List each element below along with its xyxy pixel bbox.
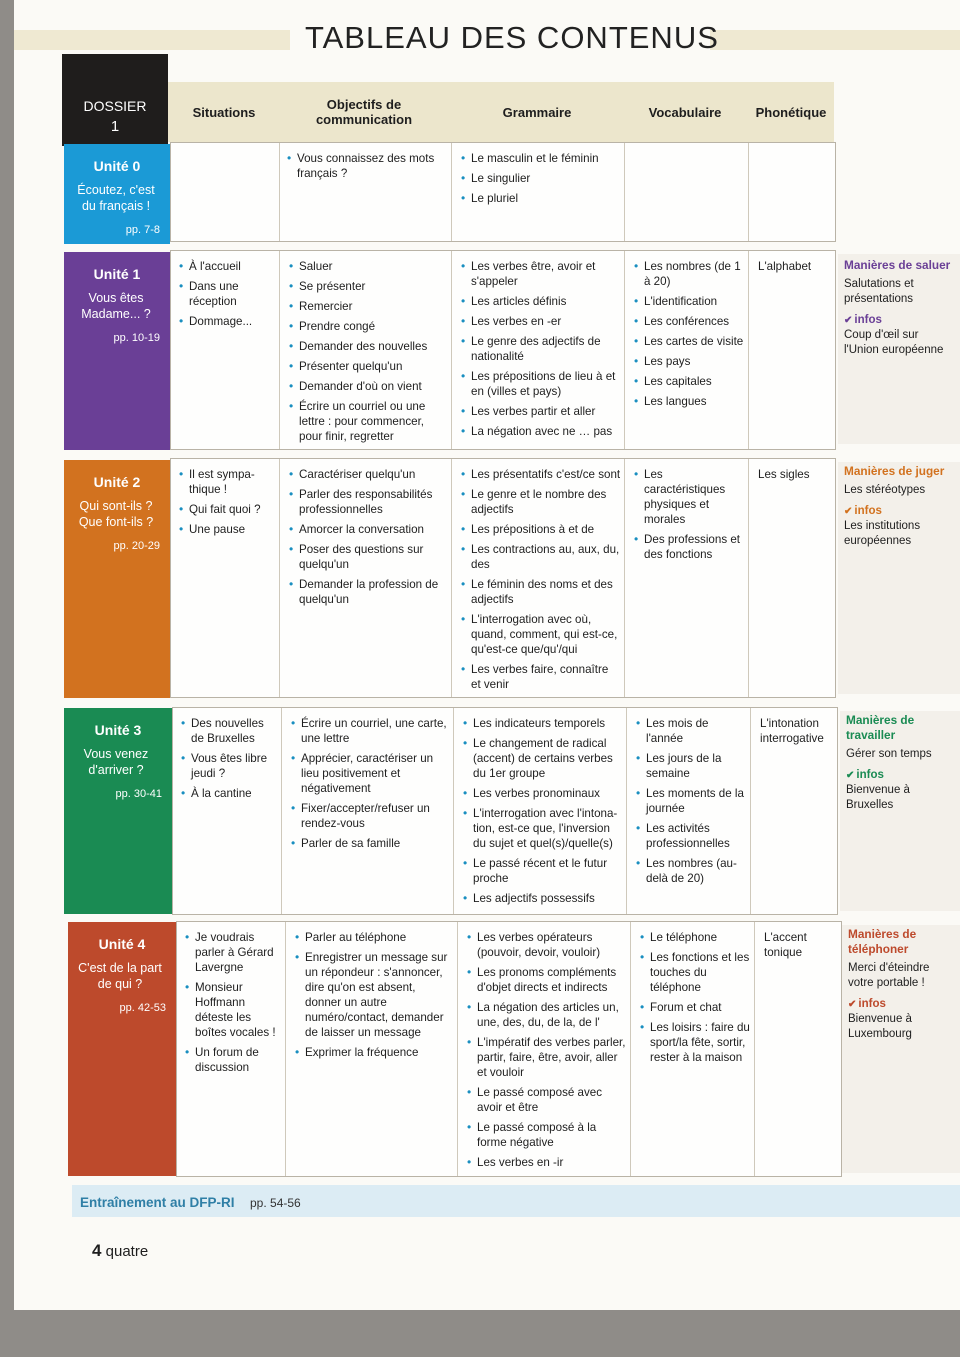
unit-2-vocabulaire [634,467,746,567]
list-item: • Vous êtes libre jeudi ? [181,751,277,781]
unit-4-row [176,921,842,1177]
unit-3-situations [181,716,277,806]
unit-2-situations [179,467,275,542]
side-title: Manières de téléphoner [848,927,917,956]
footer-pages: pp. 54-56 [250,1196,301,1210]
infos-text: Bienvenue à Luxembourg [848,1013,912,1040]
side-text: Gérer son temps [846,748,932,760]
list-item: • Demander d'où on vient [289,379,445,394]
unit-theme: Écoutez, c'est du français ! [77,183,155,213]
list-item: • Le passé composé avec avoir et être [467,1085,627,1115]
list-item: • Des professions et des fonctions [634,532,746,562]
infos-label: ✔ infos [844,504,954,519]
unit-pages: pp. 10-19 [113,332,160,344]
list-item: • Le masculin et le féminin [461,151,626,166]
unit-0-objectifs [287,151,447,186]
list-item: • Les articles définis [461,294,621,309]
list-item: • Les prépositions de lieu à et en (villes et pays) [461,369,621,399]
list-item: • Le téléphone [640,930,752,945]
list-item: • Il est sympa-thique ! [179,467,275,497]
side-title: Manières de saluer [844,258,951,272]
unit-2-phonetique: Les sigles [758,468,810,481]
unit-1-row [170,250,836,450]
page-edge [0,1310,960,1357]
unit-4-situations [185,930,281,1080]
page-number [92,1241,148,1261]
list-item: • Les pays [634,354,746,369]
side-title: Manières de travailler [846,713,915,742]
list-item: • Les verbes partir et aller [461,404,621,419]
list-item: • Les verbes faire, connaître et venir [461,662,621,692]
list-item: • La négation avec ne … pas [461,424,621,439]
list-item: • Parler des responsabilités professionnelles [289,487,445,517]
list-item: • Demander la profession de quelqu'un [289,577,445,607]
unit-4-phonetique: L'accent tonique [764,931,807,959]
unit-1-sidebar [838,254,960,444]
list-item: • Parler de sa famille [291,836,451,851]
list-item: • Le passé récent et le futur proche [463,856,623,886]
list-item: • Vous connaissez des mots français ? [287,151,447,181]
list-item: • L'interrogation avec où, quand, comment, qui est-ce, qu'est-ce que/qu'/qui [461,612,621,657]
list-item: • Les verbes opérateurs (pouvoir, devoir, vouloir) [467,930,627,960]
list-item: • Se présenter [289,279,445,294]
list-item: • Exprimer la fréquence [295,1045,453,1060]
unit-1-vocabulaire [634,259,746,414]
unit-name: Unité 4 [98,936,146,952]
list-item: • Les conférences [634,314,746,329]
list-item: • À l'accueil [179,259,275,274]
list-item: • Les verbes être, avoir et s'appeler [461,259,621,289]
unit-4-label [68,922,176,1176]
header-phonetique: Phonétique [755,104,827,120]
list-item: • Poser des questions sur quelqu'un [289,542,445,572]
header-vocabulaire: Vocabulaire [648,104,722,120]
list-item: • Remercier [289,299,445,314]
infos-text: Coup d'œil sur l'Union européenne [844,329,944,356]
list-item: • Le changement de radical (accent) de certains verbes du 1er groupe [463,736,623,781]
list-item: • Écrire un courriel ou une lettre : pour commencer, pour finir, regretter [289,399,445,444]
list-item: • Apprécier, caractériser un lieu positivement et négativement [291,751,451,796]
unit-pages: pp. 42-53 [119,1002,166,1014]
unit-3-vocabulaire [636,716,748,891]
list-item: • Les verbes pronominaux [463,786,623,801]
list-item: • Dommage... [179,314,275,329]
list-item: • Les fonctions et les touches du téléphone [640,950,752,995]
list-item: • Les moments de la journée [636,786,748,816]
list-item: • Forum et chat [640,1000,752,1015]
list-item: • Le passé composé à la forme négative [467,1120,627,1150]
list-item: • Le féminin des noms et des adjectifs [461,577,621,607]
unit-1-grammaire [461,259,621,444]
list-item: • Les jours de la semaine [636,751,748,781]
list-item: • Les prépositions à et de [461,522,621,537]
unit-2-label [64,460,170,698]
unit-3-sidebar [840,711,960,911]
list-item: • Les nombres (au-delà de 20) [636,856,748,886]
unit-4-objectifs [295,930,453,1065]
unit-theme: Qui sont-ils ? Que font-ils ? [78,499,154,529]
list-item: • Je voudrais parler à Gérard Lavergne [185,930,281,975]
list-item: • Caractériser quelqu'un [289,467,445,482]
list-item: • Les présentatifs c'est/ce sont [461,467,621,482]
unit-theme: C'est de la part de qui ? [78,961,162,991]
unit-1-objectifs [289,259,445,449]
header-objectifs: Objectifs de communication [315,97,413,127]
list-item: • La négation des articles un, une, des, du, de la, de l' [467,1000,627,1030]
list-item: • Qui fait quoi ? [179,502,275,517]
list-item: • Saluer [289,259,445,274]
list-item: • Des nouvelles de Bruxelles [181,716,277,746]
header-grammaire: Grammaire [502,104,572,120]
page-title: TABLEAU DES CONTENUS [305,20,719,55]
page-number-word: quatre [105,1243,149,1260]
infos-label: ✔ infos [848,997,958,1012]
list-item: • Présenter quelqu'un [289,359,445,374]
unit-pages: pp. 20-29 [113,540,160,552]
list-item: • Parler au téléphone [295,930,453,945]
unit-1-label [64,252,170,450]
list-item: • Le genre des adjectifs de nationalité [461,334,621,364]
unit-name: Unité 2 [93,474,141,490]
list-item: • Les verbes en -ir [467,1155,627,1170]
unit-theme: Vous êtes Madame... ? [81,291,151,321]
list-item: • Les pronoms compléments d'objet directs et indirects [467,965,627,995]
header-situations: Situations [192,104,256,120]
unit-3-phonetique: L'intonation interrogative [760,717,824,745]
dossier-word: DOSSIER [83,98,147,114]
unit-3-grammaire [463,716,623,911]
list-item: • Un forum de discussion [185,1045,281,1075]
list-item: • Les caractéristiques physiques et morales [634,467,746,527]
unit-name: Unité 3 [94,722,142,738]
unit-pages: pp. 30-41 [115,788,162,800]
list-item: • Les cartes de visite [634,334,746,349]
side-text: Salutations et présentations [844,278,914,305]
list-item: • Les nombres (de 1 à 20) [634,259,746,289]
list-item: • Les activités professionnelles [636,821,748,851]
list-item: • Fixer/accepter/refuser un rendez-vous [291,801,451,831]
list-item: • Enregistrer un message sur un répondeur : s'annoncer, dire qu'on est absent, donner un autre numéro/contact, demander de laisser un message [295,950,453,1040]
list-item: • Le singulier [461,171,626,186]
side-title: Manières de juger [844,464,945,478]
unit-3-objectifs [291,716,451,856]
list-item: • L'interrogation avec l'intona-tion, est-ce que, l'inversion du sujet et quel(s)/quelle(s) [463,806,623,851]
list-item: • Amorcer la conversation [289,522,445,537]
infos-text: Bienvenue à Bruxelles [846,784,910,811]
infos-label: ✔ infos [846,768,956,783]
side-text: Merci d'éteindre votre portable ! [848,962,930,989]
page-number-digit: 4 [92,1241,102,1260]
list-item: • Les contractions au, aux, du, des [461,542,621,572]
side-text: Les stéréotypes [844,484,926,496]
list-item: • Les mois de l'année [636,716,748,746]
unit-2-sidebar [838,462,960,694]
unit-name: Unité 1 [93,266,141,282]
list-item: • Les langues [634,394,746,409]
unit-2-row [170,458,836,698]
list-item: • Les indicateurs temporels [463,716,623,731]
unit-name: Unité 0 [93,158,141,174]
infos-label: ✔ infos [844,313,954,328]
list-item: • Les adjectifs possessifs [463,891,623,906]
unit-4-vocabulaire [640,930,752,1070]
dossier-label [62,54,168,146]
list-item: • Les verbes en -er [461,314,621,329]
list-item: • L'identification [634,294,746,309]
unit-2-objectifs [289,467,445,612]
list-item: • Écrire un courriel, une carte, une lettre [291,716,451,746]
list-item: • Dans une réception [179,279,275,309]
unit-2-grammaire [461,467,621,697]
unit-1-situations [179,259,275,334]
unit-3-label [64,708,172,914]
list-item: • Les capitales [634,374,746,389]
list-item: • Le pluriel [461,191,626,206]
unit-4-grammaire [467,930,627,1175]
unit-4-sidebar [842,925,960,1173]
list-item: • Le genre et le nombre des adjectifs [461,487,621,517]
dossier-number: 1 [110,118,120,135]
infos-text: Les institutions européennes [844,520,921,547]
unit-0-grammaire [461,151,626,211]
footer-label: Entraînement au DFP-RI [80,1195,235,1210]
list-item: • Prendre congé [289,319,445,334]
list-item: • À la cantine [181,786,277,801]
list-item: • L'impératif des verbes parler, partir, faire, être, avoir, aller et vouloir [467,1035,627,1080]
list-item: • Les loisirs : faire du sport/la fête, sortir, rester à la maison [640,1020,752,1065]
list-item: • Monsieur Hoffmann déteste les boîtes vocales ! [185,980,281,1040]
unit-1-phonetique: L'alphabet [758,260,812,273]
list-item: • Une pause [179,522,275,537]
unit-theme: Vous venez d'arriver ? [83,747,149,777]
unit-3-row [172,707,838,915]
list-item: • Demander des nouvelles [289,339,445,354]
unit-pages: pp. 7-8 [125,224,160,236]
unit-0-label [64,144,170,244]
unit-0-row [170,142,836,242]
